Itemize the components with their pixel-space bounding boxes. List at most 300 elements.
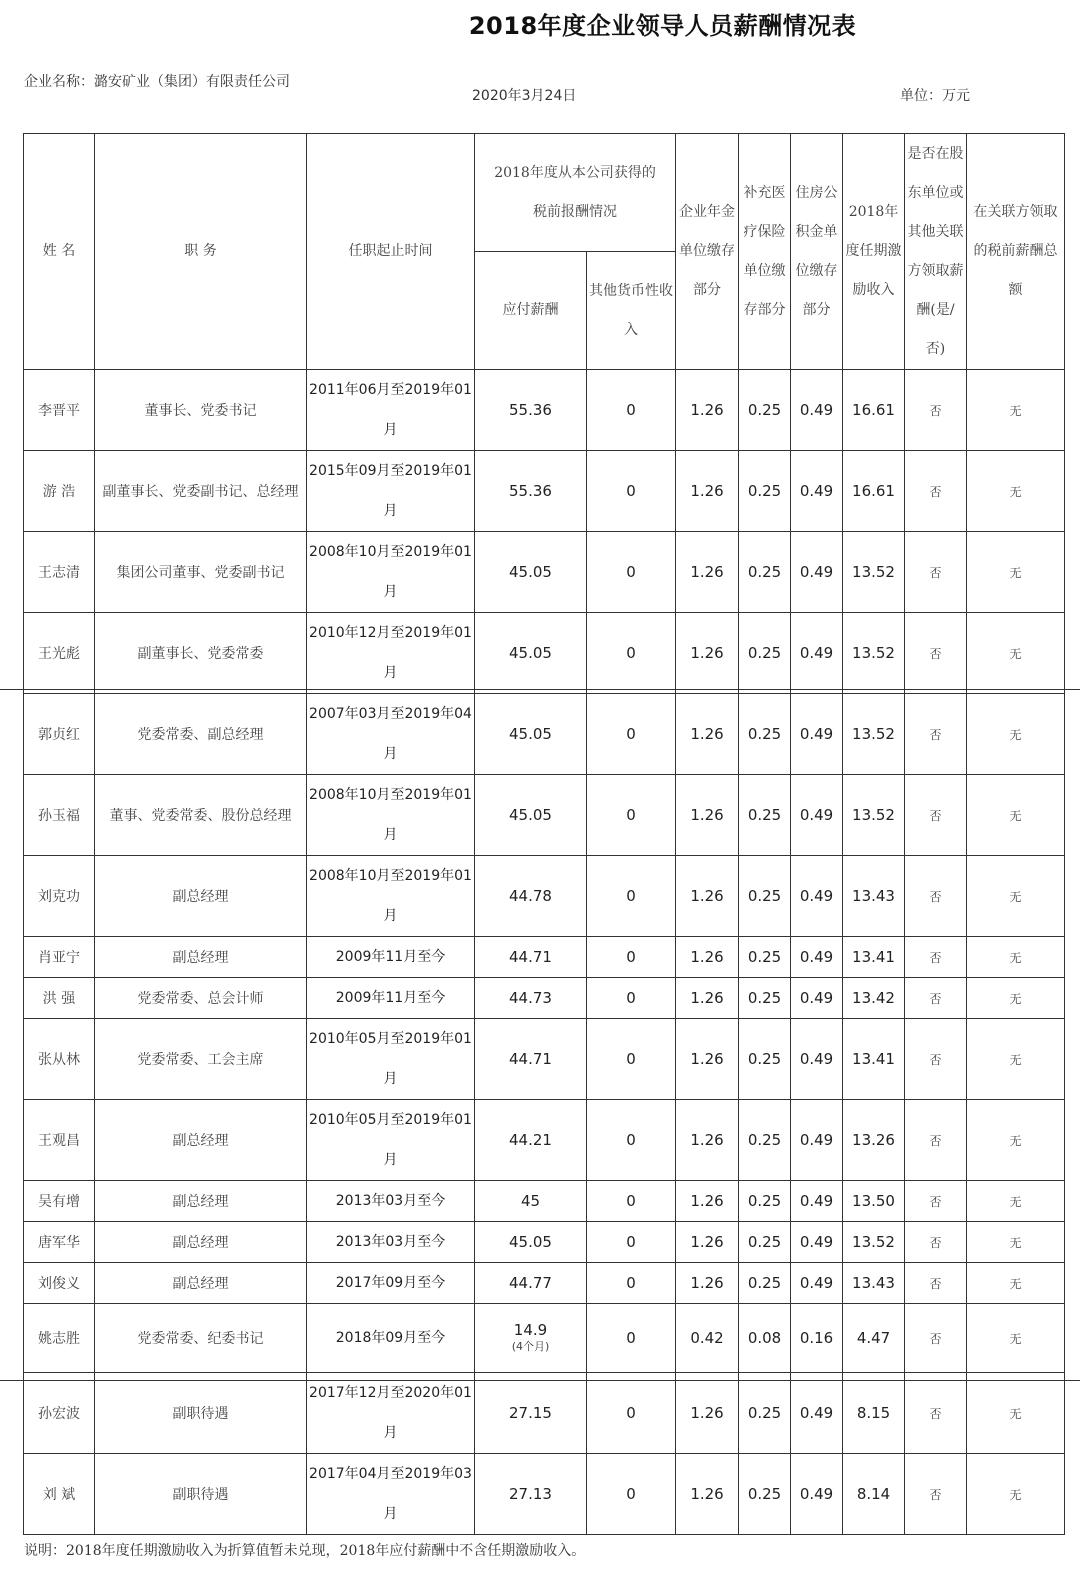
cell-position-text: 副董事长、党委常委 [137,646,264,662]
cell-related-flag [905,1100,967,1181]
cell-related-amount-text: 无 [1009,565,1022,580]
cell-term [307,1222,475,1263]
cell-related-flag-text: 否 [929,1194,942,1209]
divider-line [0,1380,1080,1381]
cell-salary-text: 55.36 [509,401,552,419]
cell-position-text: 党委常委、纪委书记 [137,1331,264,1347]
header-incentive: 2018年度任期激励收入 [843,134,905,370]
cell-position [95,451,307,532]
cell-related-flag-text: 否 [929,1235,942,1250]
cell-salary [475,775,587,856]
cell-term-text: 2017年12月至2020年01月 [309,1385,472,1441]
cell-name [24,1181,95,1222]
header-housing: 住房公积金单位缴存部分 [791,134,843,370]
cell-annuity [676,1263,739,1304]
cell-salary-text: 27.15 [509,1404,552,1422]
cell-term [307,1019,475,1100]
cell-housing [791,532,843,613]
cell-related-flag-text: 否 [929,1331,942,1346]
cell-medical-text: 0.25 [747,1233,782,1251]
cell-position-text: 党委常委、副总经理 [137,727,264,743]
cell-other-income-text: 0 [626,1050,636,1068]
cell-position [95,1019,307,1100]
cell-term-text: 2017年09月至今 [335,1275,446,1291]
cell-housing [791,856,843,937]
header-related-amount: 在关联方领取的税前薪酬总额 [967,134,1065,370]
cell-related-flag [905,1019,967,1100]
cell-name [24,1454,95,1535]
cell-related-flag [905,1181,967,1222]
table-row [24,613,1065,694]
cell-incentive [843,1181,905,1222]
cell-name-text: 刘俊义 [38,1276,80,1292]
cell-annuity [676,694,739,775]
cell-related-flag-text: 否 [929,565,942,580]
cell-housing [791,613,843,694]
cell-medical-text: 0.25 [747,1485,782,1503]
cell-other-income-text: 0 [626,563,636,581]
cell-housing-text: 0.16 [799,1329,834,1347]
cell-related-amount [967,451,1065,532]
cell-housing [791,1454,843,1535]
table-row [24,694,1065,775]
cell-incentive-text: 13.43 [852,1274,895,1292]
cell-annuity [676,1100,739,1181]
cell-name-text: 李晋平 [38,403,80,419]
cell-medical [739,937,791,978]
cell-term [307,532,475,613]
cell-term [307,1181,475,1222]
cell-related-amount [967,694,1065,775]
cell-related-flag [905,937,967,978]
cell-housing [791,1263,843,1304]
cell-name-text: 王志清 [38,565,80,581]
cell-name-text: 王光彪 [38,646,80,662]
cell-annuity [676,1222,739,1263]
cell-position-text: 副总经理 [172,1276,229,1292]
cell-term-text: 2008年10月至2019年01月 [309,787,472,843]
cell-other-income-text: 0 [626,1329,636,1347]
cell-other-income [587,937,676,978]
cell-incentive-text: 13.43 [852,887,895,905]
cell-salary [475,1019,587,1100]
cell-medical-text: 0.25 [747,1131,782,1149]
cell-incentive [843,370,905,451]
cell-term [307,1263,475,1304]
cell-other-income-text: 0 [626,1131,636,1149]
cell-incentive [843,1373,905,1454]
cell-related-amount-text: 无 [1009,1194,1022,1209]
cell-salary-text: 45.05 [509,1233,552,1251]
cell-housing [791,451,843,532]
cell-position-text: 董事、党委常委、股份总经理 [109,808,292,824]
cell-incentive [843,1454,905,1535]
cell-related-flag-text: 否 [929,991,942,1006]
cell-annuity-text: 1.26 [690,1404,724,1422]
cell-other-income [587,532,676,613]
cell-name [24,613,95,694]
cell-annuity [676,1181,739,1222]
company-name: 企业名称：潞安矿业（集团）有限责任公司 [24,74,290,90]
cell-related-amount-text: 无 [1009,1133,1022,1148]
cell-salary-text: 45.05 [509,725,552,743]
cell-incentive [843,1222,905,1263]
cell-salary [475,978,587,1019]
cell-incentive [843,1019,905,1100]
cell-related-flag-text: 否 [929,1406,942,1421]
cell-medical-text: 0.25 [747,887,782,905]
cell-other-income-text: 0 [626,644,636,662]
cell-incentive [843,937,905,978]
cell-medical [739,1100,791,1181]
cell-related-amount-text: 无 [1009,991,1022,1006]
cell-related-amount-text: 无 [1009,808,1022,823]
cell-related-amount-text: 无 [1009,403,1022,418]
cell-annuity [676,775,739,856]
cell-incentive [843,694,905,775]
cell-term-text: 2008年10月至2019年01月 [309,868,472,924]
cell-name [24,1263,95,1304]
cell-medical-text: 0.25 [747,806,782,824]
cell-incentive [843,1100,905,1181]
cell-name [24,694,95,775]
cell-housing-text: 0.49 [799,644,834,662]
cell-other-income [587,1373,676,1454]
cell-housing-text: 0.49 [799,1192,834,1210]
cell-medical-text: 0.25 [747,401,782,419]
cell-incentive-text: 13.52 [852,644,895,662]
cell-related-flag [905,613,967,694]
cell-annuity-text: 1.26 [690,1192,724,1210]
cell-medical-text: 0.25 [747,725,782,743]
cell-name-text: 孙宏波 [38,1406,80,1422]
cell-salary [475,1100,587,1181]
cell-position [95,613,307,694]
cell-salary-text: 44.73 [509,989,552,1007]
cell-medical [739,856,791,937]
cell-housing-text: 0.49 [799,1131,834,1149]
cell-medical [739,1373,791,1454]
cell-term-text: 2013年03月至今 [335,1234,446,1250]
cell-medical [739,613,791,694]
cell-medical-text: 0.25 [747,1050,782,1068]
cell-position [95,937,307,978]
cell-incentive [843,775,905,856]
cell-name-text: 游 浩 [42,484,76,500]
cell-term [307,694,475,775]
report-date: 2020年3月24日 [472,88,577,104]
cell-related-amount-text: 无 [1009,1276,1022,1291]
table-row [24,370,1065,451]
cell-term-text: 2008年10月至2019年01月 [309,544,472,600]
cell-annuity-text: 1.26 [690,989,724,1007]
cell-medical [739,1222,791,1263]
cell-medical-text: 0.25 [747,1192,782,1210]
cell-medical-text: 0.08 [747,1329,782,1347]
cell-annuity [676,613,739,694]
cell-other-income [587,613,676,694]
cell-related-amount [967,532,1065,613]
header-pretax-group: 2018年度从本公司获得的税前报酬情况 [475,134,676,252]
cell-incentive [843,451,905,532]
cell-other-income-text: 0 [626,989,636,1007]
cell-name [24,1222,95,1263]
cell-related-amount-text: 无 [1009,1052,1022,1067]
cell-incentive-text: 16.61 [852,401,895,419]
cell-salary-text: 14.9 [513,1321,548,1339]
cell-related-amount-text: 无 [1009,950,1022,965]
cell-term-text: 2013年03月至今 [335,1193,446,1209]
cell-related-flag [905,775,967,856]
cell-position [95,978,307,1019]
cell-related-amount [967,1100,1065,1181]
cell-incentive-text: 8.15 [856,1404,891,1422]
cell-incentive [843,978,905,1019]
cell-related-flag [905,978,967,1019]
cell-term-text: 2011年06月至2019年01月 [309,382,472,438]
cell-related-flag [905,370,967,451]
cell-term [307,613,475,694]
cell-position-text: 副董事长、党委副书记、总经理 [102,484,299,500]
cell-other-income-text: 0 [626,482,636,500]
cell-related-amount [967,1304,1065,1373]
cell-related-amount-text: 无 [1009,727,1022,742]
cell-housing-text: 0.49 [799,887,834,905]
table-row [24,1263,1065,1304]
cell-incentive-text: 13.41 [852,1050,895,1068]
cell-name-text: 孙玉福 [38,808,80,824]
cell-related-amount [967,1263,1065,1304]
cell-annuity [676,370,739,451]
table-row [24,532,1065,613]
cell-related-amount [967,775,1065,856]
cell-housing-text: 0.49 [799,989,834,1007]
header-term: 任职起止时间 [307,134,475,370]
cell-salary [475,1373,587,1454]
cell-term-text: 2009年11月至今 [335,990,446,1006]
cell-other-income-text: 0 [626,887,636,905]
cell-position-text: 党委常委、工会主席 [137,1052,264,1068]
cell-annuity [676,1454,739,1535]
table-row [24,937,1065,978]
cell-salary-text: 45 [520,1192,541,1210]
table-row [24,775,1065,856]
cell-salary [475,1304,587,1373]
cell-salary [475,1263,587,1304]
cell-salary [475,694,587,775]
cell-other-income [587,1454,676,1535]
cell-other-income-text: 0 [626,1233,636,1251]
cell-related-amount [967,1222,1065,1263]
cell-incentive-text: 13.50 [852,1192,895,1210]
cell-name [24,1304,95,1373]
cell-related-amount-text: 无 [1009,1331,1022,1346]
cell-annuity-text: 1.26 [690,948,724,966]
cell-annuity-text: 1.26 [690,563,724,581]
cell-annuity-text: 1.26 [690,1485,724,1503]
cell-salary-text: 45.05 [509,563,552,581]
cell-salary-text: 27.13 [509,1485,552,1503]
cell-annuity-text: 0.42 [690,1329,724,1347]
cell-name-text: 刘 斌 [42,1487,76,1503]
cell-annuity [676,1304,739,1373]
cell-housing [791,1304,843,1373]
cell-other-income [587,978,676,1019]
cell-related-amount [967,978,1065,1019]
cell-other-income [587,1100,676,1181]
cell-related-amount [967,370,1065,451]
cell-incentive-text: 13.52 [852,806,895,824]
cell-medical-text: 0.25 [747,482,782,500]
cell-related-flag [905,1373,967,1454]
cell-housing-text: 0.49 [799,401,834,419]
cell-related-amount [967,1019,1065,1100]
cell-term [307,1304,475,1373]
cell-other-income [587,775,676,856]
cell-related-amount [967,1454,1065,1535]
cell-housing [791,370,843,451]
cell-incentive [843,613,905,694]
cell-medical [739,532,791,613]
cell-related-amount-text: 无 [1009,1487,1022,1502]
cell-term [307,937,475,978]
cell-incentive [843,856,905,937]
cell-housing [791,1373,843,1454]
cell-housing-text: 0.49 [799,1050,834,1068]
cell-housing-text: 0.49 [799,482,834,500]
cell-annuity-text: 1.26 [690,1131,724,1149]
cell-annuity [676,978,739,1019]
table-row [24,1373,1065,1454]
cell-housing [791,937,843,978]
table-row [24,1100,1065,1181]
cell-name-text: 张从林 [38,1052,80,1068]
cell-other-income [587,1181,676,1222]
cell-position [95,532,307,613]
cell-other-income-text: 0 [626,1404,636,1422]
cell-position [95,1181,307,1222]
cell-related-amount [967,1373,1065,1454]
cell-related-amount-text: 无 [1009,1406,1022,1421]
cell-term [307,978,475,1019]
cell-other-income [587,1222,676,1263]
cell-position [95,694,307,775]
cell-annuity [676,937,739,978]
cell-related-flag-text: 否 [929,1276,942,1291]
cell-term [307,775,475,856]
cell-other-income [587,856,676,937]
cell-position [95,1100,307,1181]
cell-related-flag-text: 否 [929,808,942,823]
cell-related-amount [967,613,1065,694]
cell-medical [739,978,791,1019]
cell-housing [791,1222,843,1263]
cell-annuity [676,1373,739,1454]
cell-position [95,1373,307,1454]
cell-related-flag-text: 否 [929,1052,942,1067]
cell-medical [739,1019,791,1100]
cell-other-income [587,370,676,451]
cell-related-flag-text: 否 [929,1133,942,1148]
cell-incentive [843,1304,905,1373]
cell-related-flag-text: 否 [929,727,942,742]
cell-name [24,937,95,978]
cell-term-text: 2010年05月至2019年01月 [309,1112,472,1168]
cell-name-text: 刘克功 [38,889,80,905]
cell-name-text: 王观昌 [38,1133,80,1149]
cell-annuity-text: 1.26 [690,725,724,743]
cell-related-flag [905,1222,967,1263]
cell-annuity-text: 1.26 [690,482,724,500]
cell-salary-text: 45.05 [509,644,552,662]
cell-annuity-text: 1.26 [690,401,724,419]
cell-medical-text: 0.25 [747,563,782,581]
cell-annuity-text: 1.26 [690,1274,724,1292]
cell-term-text: 2018年09月至今 [335,1330,446,1346]
cell-name-text: 郭贞红 [38,727,80,743]
cell-medical-text: 0.25 [747,989,782,1007]
cell-salary-text: 44.21 [509,1131,552,1149]
page-title: 2018年度企业领导人员薪酬情况表 [468,12,857,40]
salary-table [23,133,1065,1535]
cell-related-amount-text: 无 [1009,484,1022,499]
cell-related-flag [905,1454,967,1535]
cell-other-income-text: 0 [626,401,636,419]
cell-incentive-text: 4.47 [856,1329,891,1347]
cell-name [24,451,95,532]
cell-housing-text: 0.49 [799,948,834,966]
cell-name [24,775,95,856]
cell-annuity [676,856,739,937]
cell-related-flag-text: 否 [929,950,942,965]
cell-medical [739,370,791,451]
cell-housing [791,1019,843,1100]
cell-annuity [676,451,739,532]
cell-name-text: 吴有增 [38,1194,80,1210]
cell-position [95,775,307,856]
cell-position [95,1304,307,1373]
cell-housing-text: 0.49 [799,1485,834,1503]
cell-related-amount-text: 无 [1009,889,1022,904]
header-position: 职 务 [95,134,307,370]
cell-medical [739,451,791,532]
cell-housing [791,775,843,856]
cell-name [24,1373,95,1454]
cell-housing [791,978,843,1019]
table-row [24,1222,1065,1263]
footnote: 说明：2018年度任期激励收入为折算值暂未兑现，2018年应付薪酬中不含任期激励收入。 [24,1543,586,1559]
cell-position-text: 副总经理 [172,1235,229,1251]
cell-salary [475,370,587,451]
header-salary: 应付薪酬 [475,252,587,370]
cell-medical [739,1304,791,1373]
cell-housing-text: 0.49 [799,806,834,824]
cell-housing [791,1100,843,1181]
cell-incentive-text: 13.52 [852,1233,895,1251]
cell-related-amount-text: 无 [1009,1235,1022,1250]
cell-position [95,1263,307,1304]
cell-incentive-text: 16.61 [852,482,895,500]
cell-term [307,856,475,937]
cell-term-text: 2015年09月至2019年01月 [309,463,472,519]
cell-term [307,1454,475,1535]
cell-incentive-text: 13.42 [852,989,895,1007]
cell-name-text: 姚志胜 [38,1331,80,1347]
cell-incentive-text: 13.52 [852,563,895,581]
cell-other-income [587,1263,676,1304]
cell-salary [475,1181,587,1222]
cell-salary-text: 44.78 [509,887,552,905]
